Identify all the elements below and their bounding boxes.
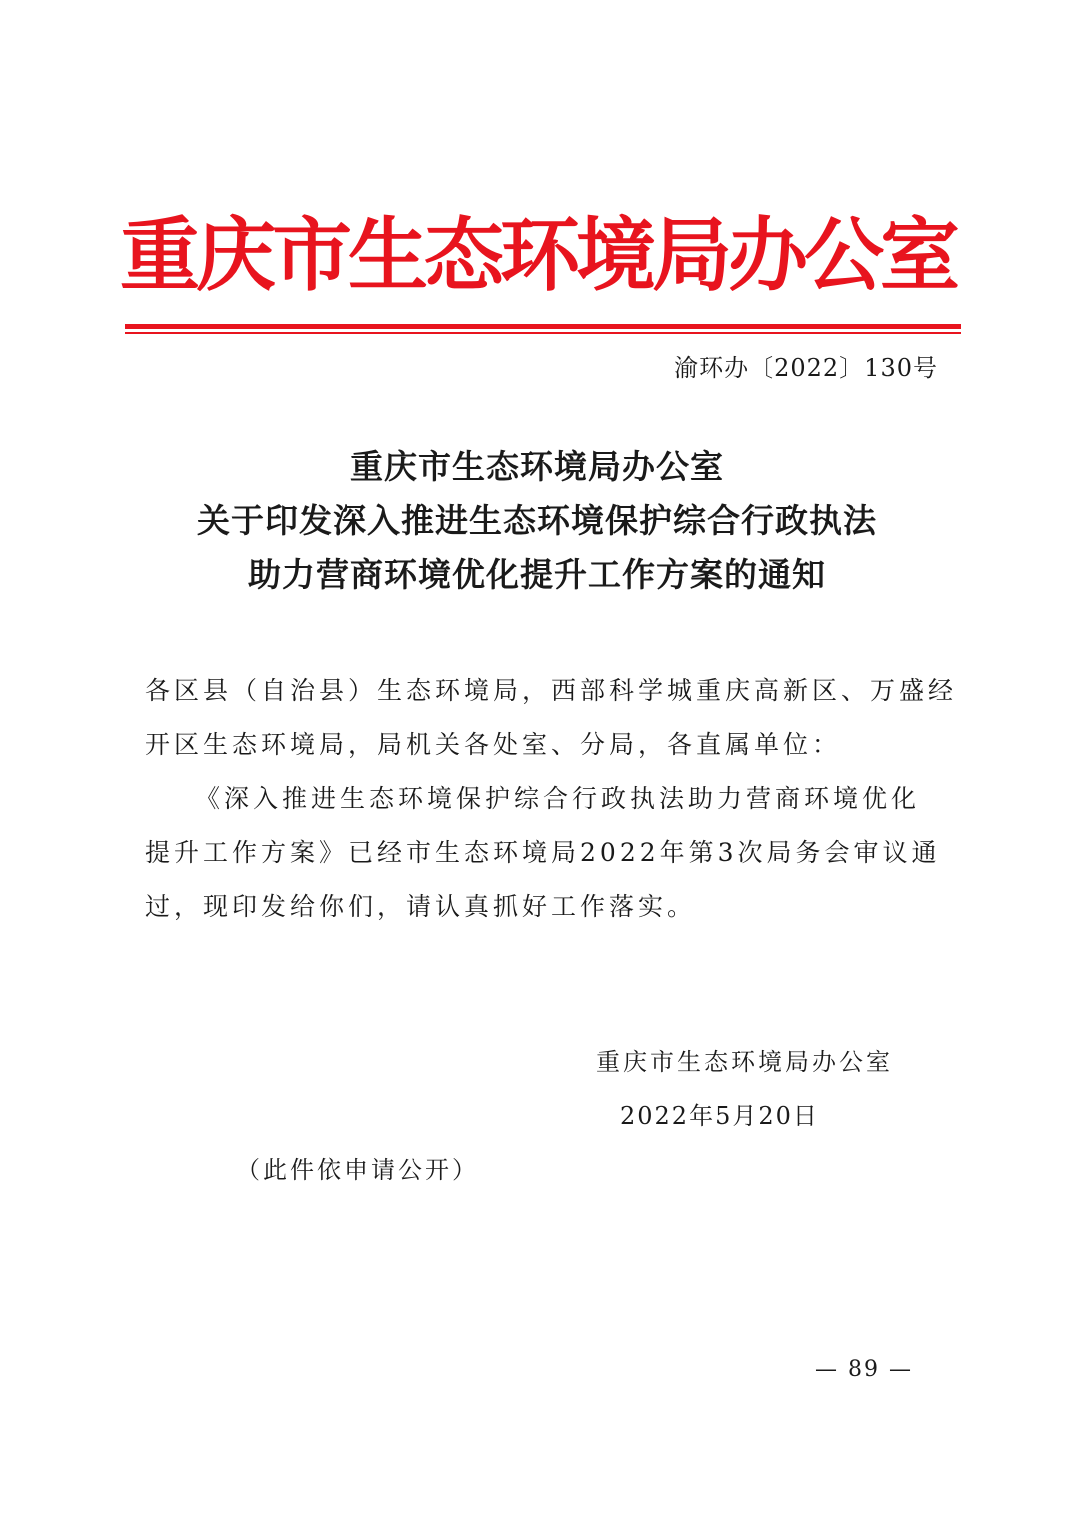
document-number: 渝环办〔2022〕130号 (674, 354, 938, 382)
issuer-masthead: 重庆市生态环境局办公室 (120, 208, 956, 302)
title-line-1: 重庆市生态环境局办公室 (350, 447, 724, 486)
paragraph-line-2: 提升工作方案》已经市生态环境局2022年第3次局务会审议通 (145, 838, 941, 867)
paragraph-line-3: 过，现印发给你们，请认真抓好工作落实。 (145, 892, 697, 921)
addressee-line-2: 开区生态环境局，局机关各处室、分局，各直属单位： (145, 730, 842, 759)
document-title (100, 440, 974, 602)
red-divider-thick (125, 324, 961, 329)
title-line-2: 关于印发深入推进生态环境保护综合行政执法 (197, 501, 877, 540)
disclosure-note: （此件依申请公开） (236, 1156, 479, 1184)
title-line-3: 助力营商环境优化提升工作方案的通知 (248, 555, 826, 594)
red-divider-thin (125, 332, 961, 334)
paragraph-line-1: 《深入推进生态环境保护综合行政执法助力营商环境优化 (195, 784, 921, 813)
page-number: — 89 — (815, 1357, 913, 1382)
addressee (145, 664, 958, 772)
issue-date: 2022年5月20日 (620, 1102, 819, 1130)
signature: 重庆市生态环境局办公室 (596, 1048, 893, 1076)
addressee-line-1: 各区县（自治县）生态环境局，西部科学城重庆高新区、万盛经 (145, 676, 958, 705)
body-paragraph (145, 772, 945, 934)
